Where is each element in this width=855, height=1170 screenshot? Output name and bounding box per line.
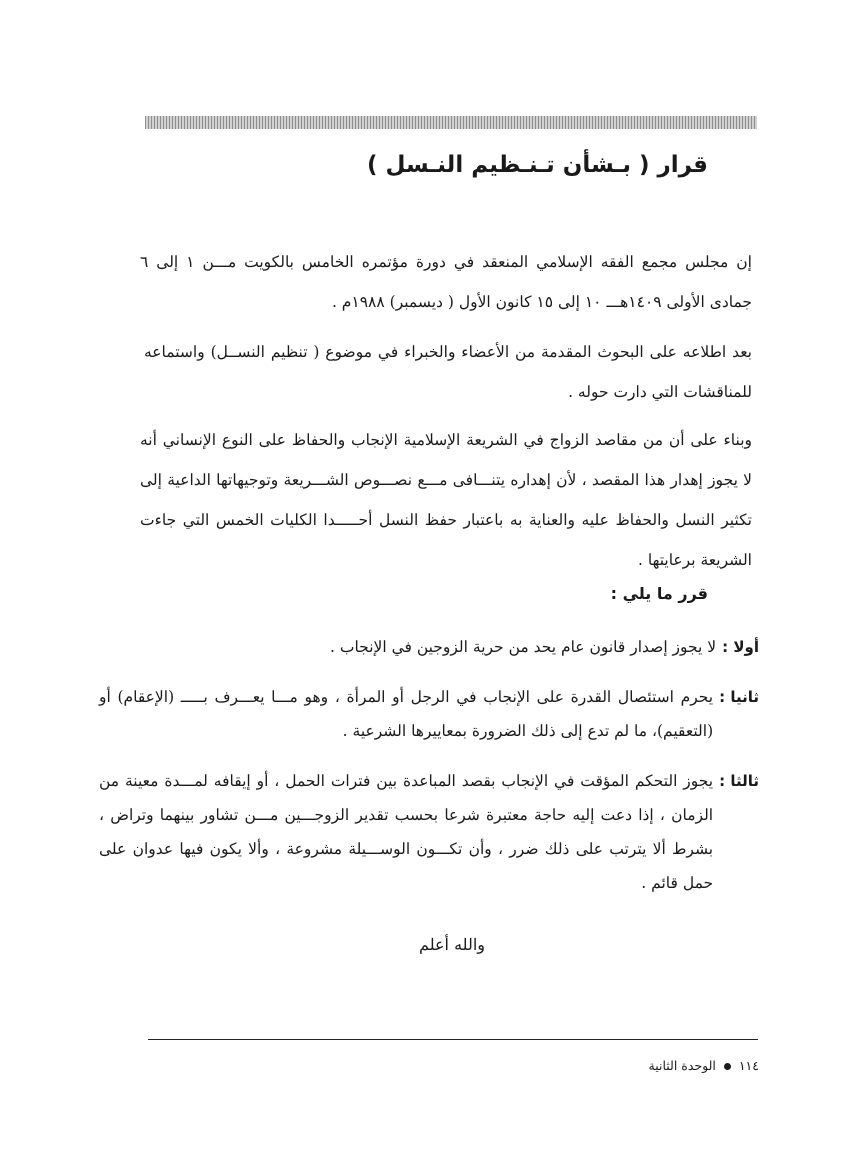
resolution-item-second	[99, 680, 759, 748]
basis-paragraph: وبناء على أن من مقاصد الزواج في الشريعة الإسلامية الإنجاب والحفاظ على النوع الإنساني أنه لا يجوز إهدار هذا المقصد ، لأن إهداره يتنـــافى مـــع نصـــوص الشـــريعة وتوجيهاتها الداعية إلى تكثير النسل والحفاظ عليه والعناية به باعتبار حفظ النسل أحـــــدا الكليات الخمس التي جاءت الشريعة برعايتها .	[140, 431, 752, 569]
bullet-dot-icon	[724, 1063, 731, 1070]
resolution-item-first	[99, 630, 759, 664]
review-paragraph: بعد اطلاعه على البحوث المقدمة من الأعضاء والخبراء في موضوع ( تنظيم النســل) واستماعه للمناقشات التي دارت حوله .	[144, 343, 752, 401]
decided-heading: قرر ما يلي :	[610, 584, 708, 603]
section-name: الوحدة الثانية	[648, 1058, 716, 1073]
intro-paragraph: إن مجلس مجمع الفقه الإسلامي المنعقد في دورة مؤتمره الخامس بالكويت مـــن ١ إلى ٦ جمادى الأولى ١٤٠٩هـــ ١٠ إلى ١٥ كانون الأول ( ديسمبر) ١٩٨٨م .	[140, 253, 752, 311]
page-footer	[649, 1056, 760, 1076]
item-label: ثانيا :	[719, 688, 759, 706]
resolution-title: قرار ( بـشأن تـنـظيم النـسل )	[366, 152, 708, 178]
closing-phrase: والله أعلم	[419, 935, 485, 954]
item-text: لا يجوز إصدار قانون عام يحد من حرية الزوجين في الإنجاب .	[330, 638, 717, 656]
item-text: يجوز التحكم المؤقت في الإنجاب بقصد المباعدة بين فترات الحمل ، أو إيقافه لمـــدة معينة من الزمان ، إذا دعت إليه حاجة معتبرة شرعا بحسب تقدير الزوجـــين مـــن تشاور بينهما وتراض ، بشرط ألا يترتب على ذلك ضرر ، وأن تكـــون الوســـيلة مشروعة ، وألا يكون فيها عدوان على حمل قائم .	[99, 772, 714, 892]
page-number: ١١٤	[738, 1058, 759, 1073]
item-label: ثالثا :	[719, 772, 759, 790]
resolution-item-third	[99, 764, 759, 900]
item-text: يحرم استئصال القدرة على الإنجاب في الرجل أو المرأة ، وهو مـــا يعـــرف بـــــ (الإعقام) أو (التعقيم)، ما لم تدع إلى ذلك الضرورة بمعاييرها الشرعية .	[99, 688, 714, 740]
item-label: أولا :	[722, 638, 759, 656]
footer-divider	[148, 1039, 758, 1040]
header-decorative-bar	[145, 116, 757, 129]
